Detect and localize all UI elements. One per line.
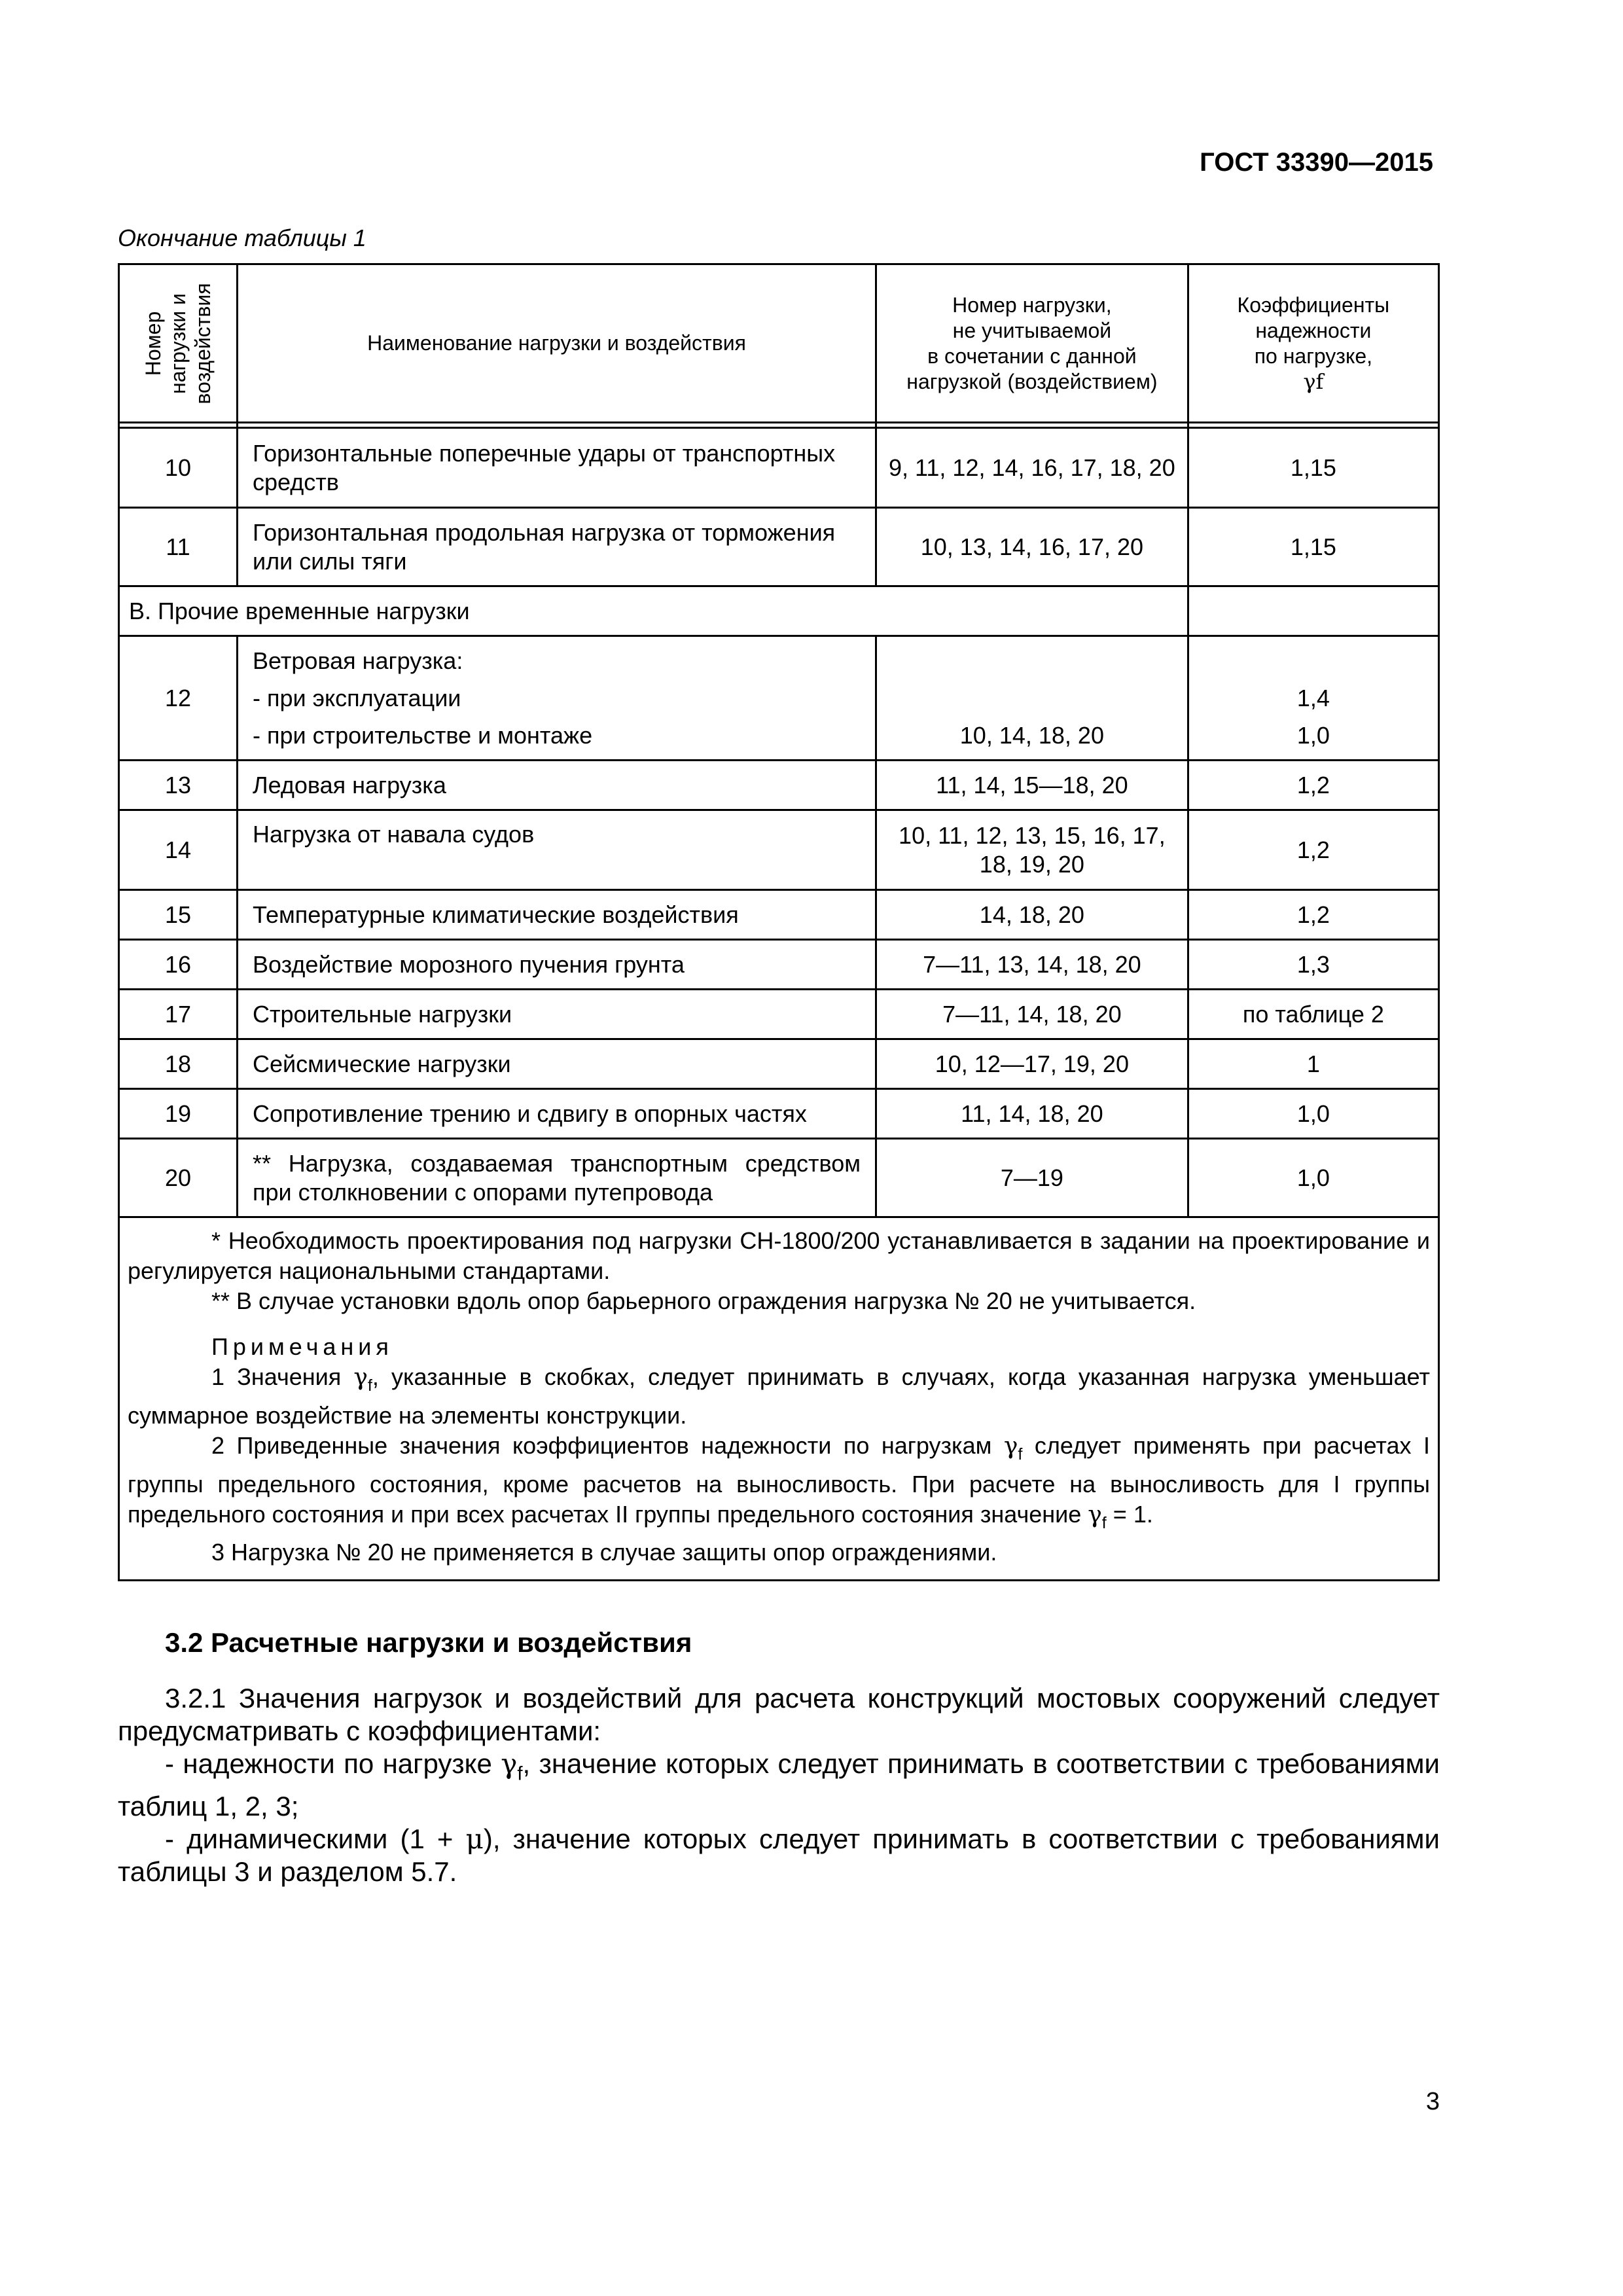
note-1: 1 Значения $\gamma_f$, указанные в скобках, следует принимать в случаях, когда указанная нагрузка уменьшает суммарное воздействие на элементы конструкции. <box>128 1363 1430 1429</box>
paragraph-3-2-1: 3.2.1 Значения нагрузок и воздействий для расчета конструкций мостовых сооружений следует предусматривать с коэффициентами: <box>118 1683 1440 1746</box>
note-3: 3 Нагрузка № 20 не применяется в случае защиты опор ограждениями. <box>211 1539 997 1566</box>
table-notes-row <box>119 1217 1439 1581</box>
section-title: 3.2 Расчетные нагрузки и воздействия <box>165 1627 692 1658</box>
table-caption: Окончание таблицы 1 <box>118 224 366 251</box>
header-load-number: Номер нагрузки и воздействия <box>119 264 238 423</box>
header-reliability-coefficient: Коэффициенты надежности по нагрузке, γf <box>1188 264 1438 423</box>
header-load-name: Наименование нагрузки и воздействия <box>238 264 876 423</box>
table-row: 11 Горизонтальная продольная нагрузка от торможения или силы тяги 10, 13, 14, 16, 17, 20 1,15 <box>119 508 1439 586</box>
header-excluded-loads: Номер нагрузки, не учитываемой в сочетании с данной нагрузкой (воздействием) <box>876 264 1188 423</box>
notes-title: Примечания <box>211 1333 393 1360</box>
table-row: 13 Ледовая нагрузка 11, 14, 15—18, 20 1,2 <box>119 761 1439 810</box>
document-code: ГОСТ 33390—2015 <box>1200 148 1433 177</box>
table-row: 18 Сейсмические нагрузки 10, 12—17, 19, 20 1 <box>119 1039 1439 1089</box>
footnote-star: * Необходимость проектирования под нагрузки СН-1800/200 устанавливается в задании на проектирование и регулируется национальными стандартами. <box>128 1227 1430 1284</box>
section-body <box>118 1682 1440 1888</box>
table-row: 17 Строительные нагрузки 7—11, 14, 18, 20 по таблице 2 <box>119 990 1439 1039</box>
list-item-reliability: - надежности по нагрузке $\gamma_f$, значение которых следует принимать в соответствии с требованиями таблиц 1, 2, 3; <box>118 1748 1440 1822</box>
gamma-f-symbol: γf <box>1303 368 1324 394</box>
table-notes <box>119 1217 1439 1581</box>
table-section-row: В. Прочие временные нагрузки <box>119 586 1439 636</box>
list-item-dynamic: - динамическими (1 + μ), значение которых следует принимать в соответствии с требованиями таблицы 3 и разделом 5.7. <box>118 1823 1440 1888</box>
footnote-double-star: ** В случае установки вдоль опор барьерного ограждения нагрузка № 20 не учитывается. <box>211 1287 1196 1314</box>
table-row: 10 Горизонтальные поперечные удары от транспортных средств 9, 11, 12, 14, 16, 17, 18, 20 1,15 <box>119 428 1439 508</box>
header-separator <box>119 423 1439 428</box>
table-row: 16 Воздействие морозного пучения грунта 7—11, 13, 14, 18, 20 1,3 <box>119 940 1439 990</box>
table-row: 12 Ветровая нагрузка: - при эксплуатации - при строительстве и монтаже 10, 14, 18, 20 1,4 1,0 <box>119 636 1439 761</box>
table-row: 15 Температурные климатические воздействия 14, 18, 20 1,2 <box>119 890 1439 940</box>
table-row: 14 Нагрузка от навала судов 10, 11, 12, 13, 15, 16, 17, 18, 19, 20 1,2 <box>119 810 1439 890</box>
page-number: 3 <box>1425 2088 1440 2115</box>
table-row: 20 ** Нагрузка, создаваемая транспортным средством при столкновении с опорами путепровода 7—19 1,0 <box>119 1139 1439 1217</box>
table-row: 19 Сопротивление трению и сдвигу в опорных частях 11, 14, 18, 20 1,0 <box>119 1089 1439 1139</box>
table-header-row <box>119 264 1439 423</box>
loads-table <box>118 263 1440 1581</box>
note-2: 2 Приведенные значения коэффициентов надежности по нагрузкам $\gamma_f$ следует применять при расчетах I группы предельного состояния, кроме расчетов на выносливость. При расчете на выносливость для I группы предельного состояния и при всех расчетах II группы предельного состояния значение $\gamma_f = 1$. <box>128 1431 1430 1532</box>
